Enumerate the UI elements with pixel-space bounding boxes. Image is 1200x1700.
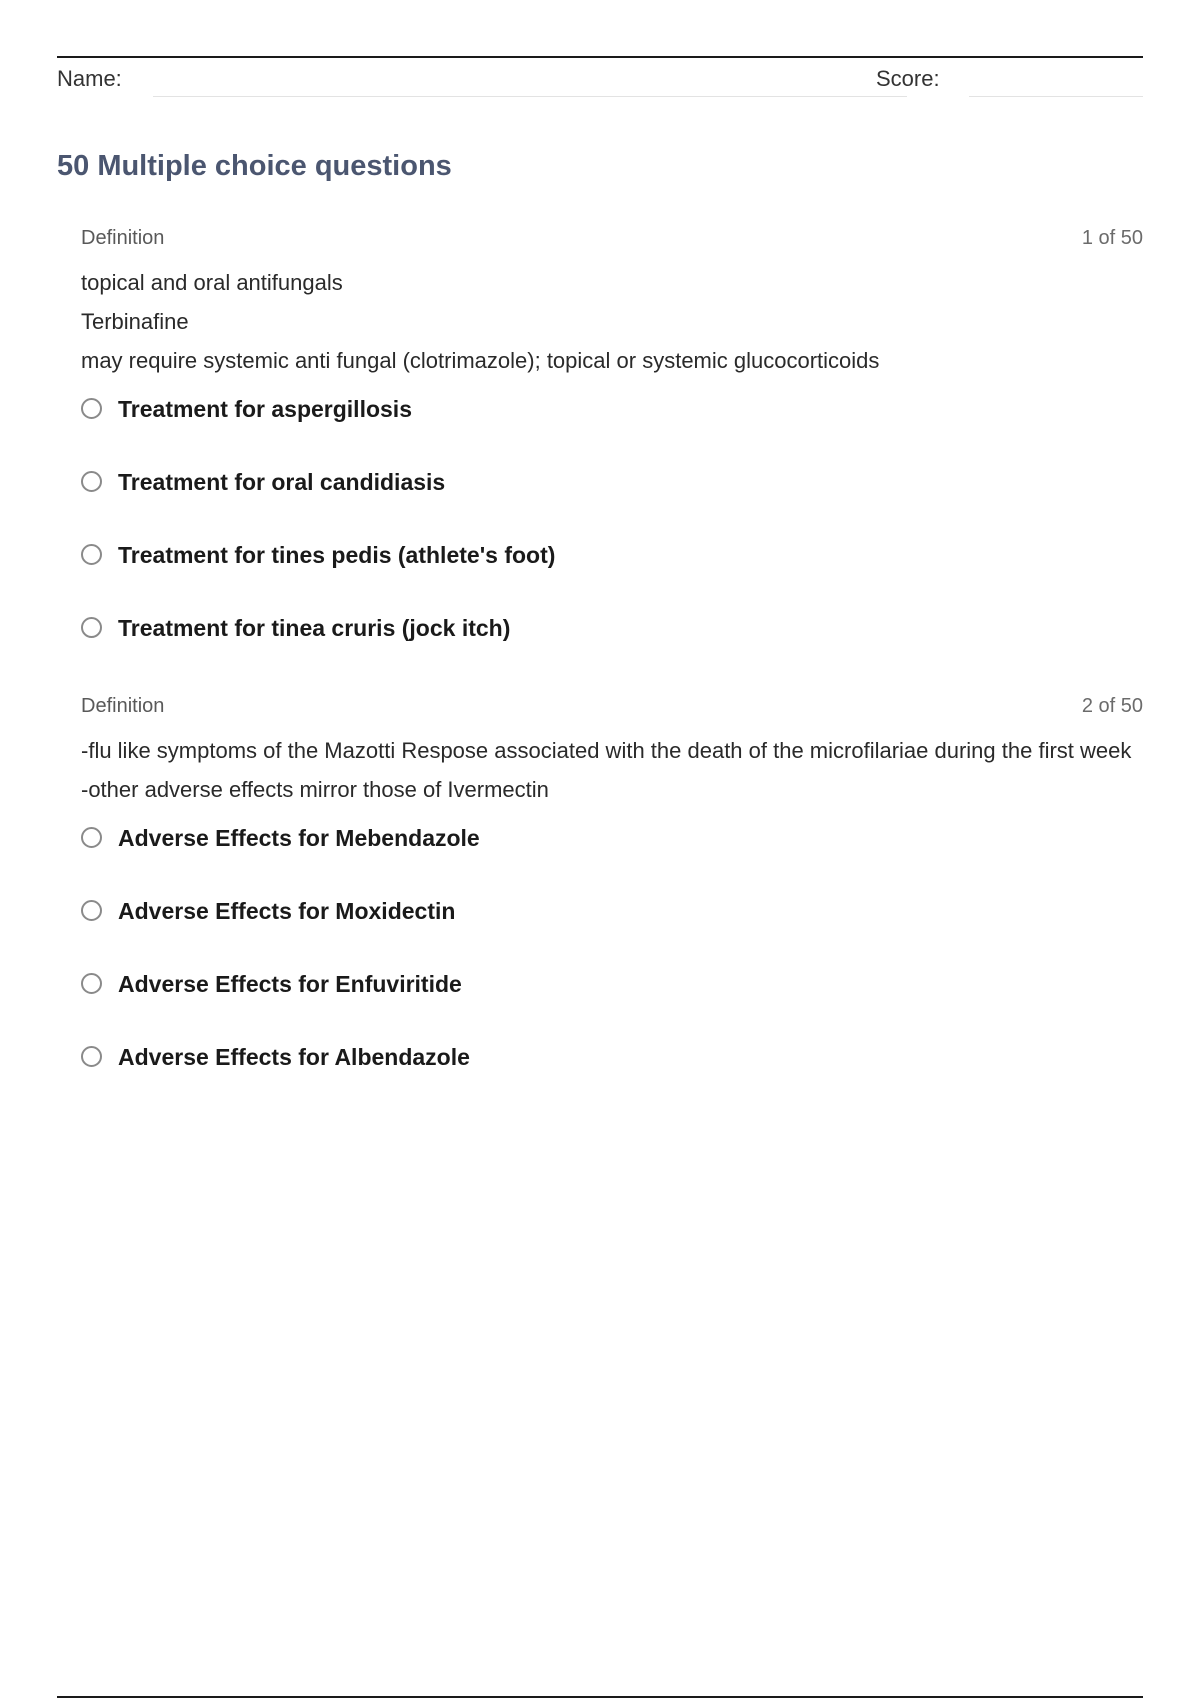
section-title: 50 Multiple choice questions (57, 150, 452, 182)
answer-options (81, 393, 1143, 685)
question-type-label: Definition (81, 695, 165, 717)
score-label: Score: (876, 66, 940, 91)
question-header (81, 227, 1143, 257)
footer-divider (57, 1696, 1143, 1698)
radio-button[interactable] (81, 617, 102, 638)
answer-option[interactable] (81, 822, 1143, 895)
answer-option[interactable] (81, 393, 1143, 466)
definition-line: Terbinafine (81, 309, 189, 334)
answer-option[interactable] (81, 895, 1143, 968)
definition-text (81, 731, 1143, 809)
answer-option[interactable] (81, 539, 1143, 612)
answer-option[interactable] (81, 466, 1143, 539)
definition-text (81, 263, 1143, 380)
definition-line: topical and oral antifungals (81, 270, 343, 295)
answer-option-label[interactable]: Treatment for tines pedis (athlete's foot) (118, 542, 556, 568)
score-line (969, 96, 1143, 97)
question-type-label: Definition (81, 227, 165, 249)
question-header (81, 695, 1143, 725)
answer-option-label[interactable]: Treatment for tinea cruris (jock itch) (118, 615, 511, 641)
answer-option-label[interactable]: Adverse Effects for Enfuviritide (118, 971, 462, 997)
answer-option-label[interactable]: Adverse Effects for Mebendazole (118, 825, 480, 851)
radio-button[interactable] (81, 1046, 102, 1067)
question-counter: 1 of 50 (1081, 227, 1143, 249)
question-counter: 2 of 50 (1081, 695, 1143, 717)
radio-button[interactable] (81, 544, 102, 565)
answer-options (81, 822, 1143, 1114)
radio-button[interactable] (81, 398, 102, 419)
radio-button[interactable] (81, 827, 102, 848)
answer-option-label[interactable]: Adverse Effects for Albendazole (118, 1044, 470, 1070)
answer-option[interactable] (81, 1041, 1143, 1114)
radio-button[interactable] (81, 471, 102, 492)
answer-option[interactable] (81, 612, 1143, 685)
question-1 (81, 227, 1143, 685)
answer-option-label[interactable]: Treatment for aspergillosis (118, 396, 412, 422)
definition-line: -flu like symptoms of the Mazotti Respose associated with the death of the microfilariae during the first week (81, 738, 1132, 763)
header (57, 56, 1143, 100)
radio-button[interactable] (81, 900, 102, 921)
definition-line: may require systemic anti fungal (clotrimazole); topical or systemic glucocorticoids (81, 348, 880, 373)
answer-option-label[interactable]: Adverse Effects for Moxidectin (118, 898, 456, 924)
radio-button[interactable] (81, 973, 102, 994)
name-line (153, 96, 907, 97)
question-2 (81, 695, 1143, 1114)
answer-option[interactable] (81, 968, 1143, 1041)
definition-line: -other adverse effects mirror those of Ivermectin (81, 777, 549, 802)
name-label: Name: (57, 66, 122, 91)
answer-option-label[interactable]: Treatment for oral candidiasis (118, 469, 446, 495)
